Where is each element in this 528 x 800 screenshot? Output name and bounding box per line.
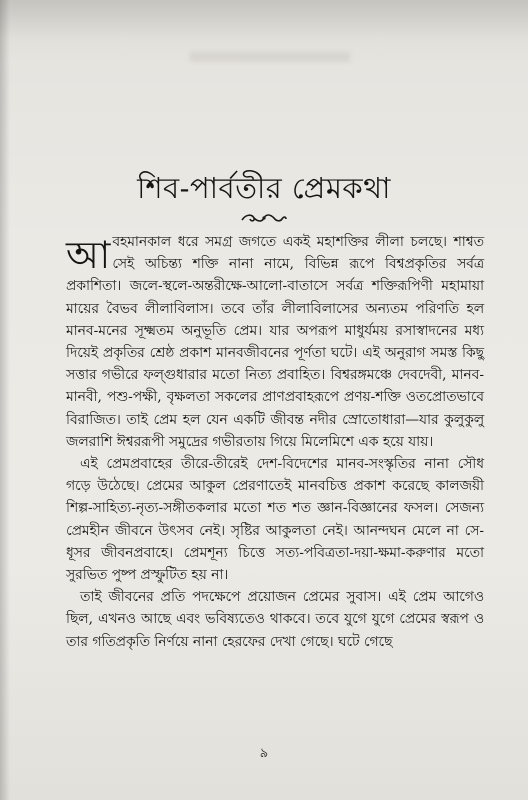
- chapter-title: শিব-পার্বতীর প্রেমকথা: [137, 171, 391, 205]
- drop-cap: আ: [66, 233, 111, 277]
- page-top-shadow: [0, 0, 528, 40]
- paragraph-3: তাই জীবনের প্রতি পদক্ষেপে প্রয়োজন প্রেমের সুবাস। এই প্রেম আগেও ছিল, এখনও আছে এবং ভবিষ্যতেও থাকবে। তবে যুগে যুগে প্রেমের স্বরূপ ও তার গতিপ্রকৃতি নির্ণয়ে নানা হেরফের দেখা গেছে। ঘটে গেছে: [66, 589, 484, 650]
- show-through-text: [190, 52, 350, 62]
- paragraph-1-text: বহমানকাল ধরে সমগ্র জগতে একই মহাশক্তির লীলা চলছে। শাশ্বত সেই অচিন্ত্য শক্তি নানা নামে, বিভিন্ন রূপে বিশ্বপ্রকৃতির সর্বত্র প্রকাশিতা। জলে-স্থলে-অন্তরীক্ষে-আলো-বাতাসে সর্বত্র শক্তিরূপিণী মহামায়া মায়ের বৈভব লীলাবিলাস। তবে তাঁর লীলাবিলাসের অন্যতম পরিণতি হল মানব-মনের সূক্ষ্মতম অনুভূতি প্রেম। যার অপরূপ মাধুর্যময় রসাস্বাদনের মধ্য দিয়েই প্রকৃতির শ্রেষ্ঠ প্রকাশ মানবজীবনের পূর্ণতা ঘটে। এই অনুরাগ সমস্ত কিছু সত্তার গভীরে ফল্গুধারার মতো নিত্য প্রবাহিত। বিশ্বরঙ্গমঞ্চে দেবদেবী, মানব-মানবী, পশু-পক্ষী, বৃক্ষলতা সকলের প্রাণপ্রবাহরূপে প্রণয়-শক্তি ওতপ্রোতভাবে বিরাজিত। তাই প্রেম হল যেন একটি জীবন্ত নদীর স্রোতোধারা—যার কুলুকুলু জলরাশি ঈশ্বররূপী সমুদ্রের গভীরতায় গিয়ে মিলেমিশে এক হয়ে যায়।: [66, 234, 484, 450]
- page-number: ৯: [259, 746, 269, 761]
- title-ornament-icon: [236, 211, 292, 225]
- page-gutter-shadow: [0, 0, 10, 800]
- paragraph-2: এই প্রেমপ্রবাহের তীরে-তীরেই দেশ-বিদেশের মানব-সংস্কৃতির নানা সৌধ গড়ে উঠেছে। প্রেমের আকুল প্রেরণাতেই মানবচিত্ত প্রকাশ করেছে কালজয়ী শিল্প-সাহিত্য-নৃত্য-সঙ্গীতকলার মতো শত শত জ্ঞান-বিজ্ঞানের ফসল। সেজন্য প্রেমহীন জীবনে উৎসব নেই। সৃষ্টির আকুলতা নেই। আনন্দঘন মেলে না সে-ধূসর জীবনপ্রবাহে। প্রেমশূন্য চিত্তে সত্য-পবিত্রতা-দয়া-ক্ষমা-করুণার মতো সুরভিত পুষ্প প্রস্ফুটিত হয় না।: [66, 456, 484, 584]
- paragraph-1: [66, 231, 484, 453]
- chapter-body: [66, 231, 484, 653]
